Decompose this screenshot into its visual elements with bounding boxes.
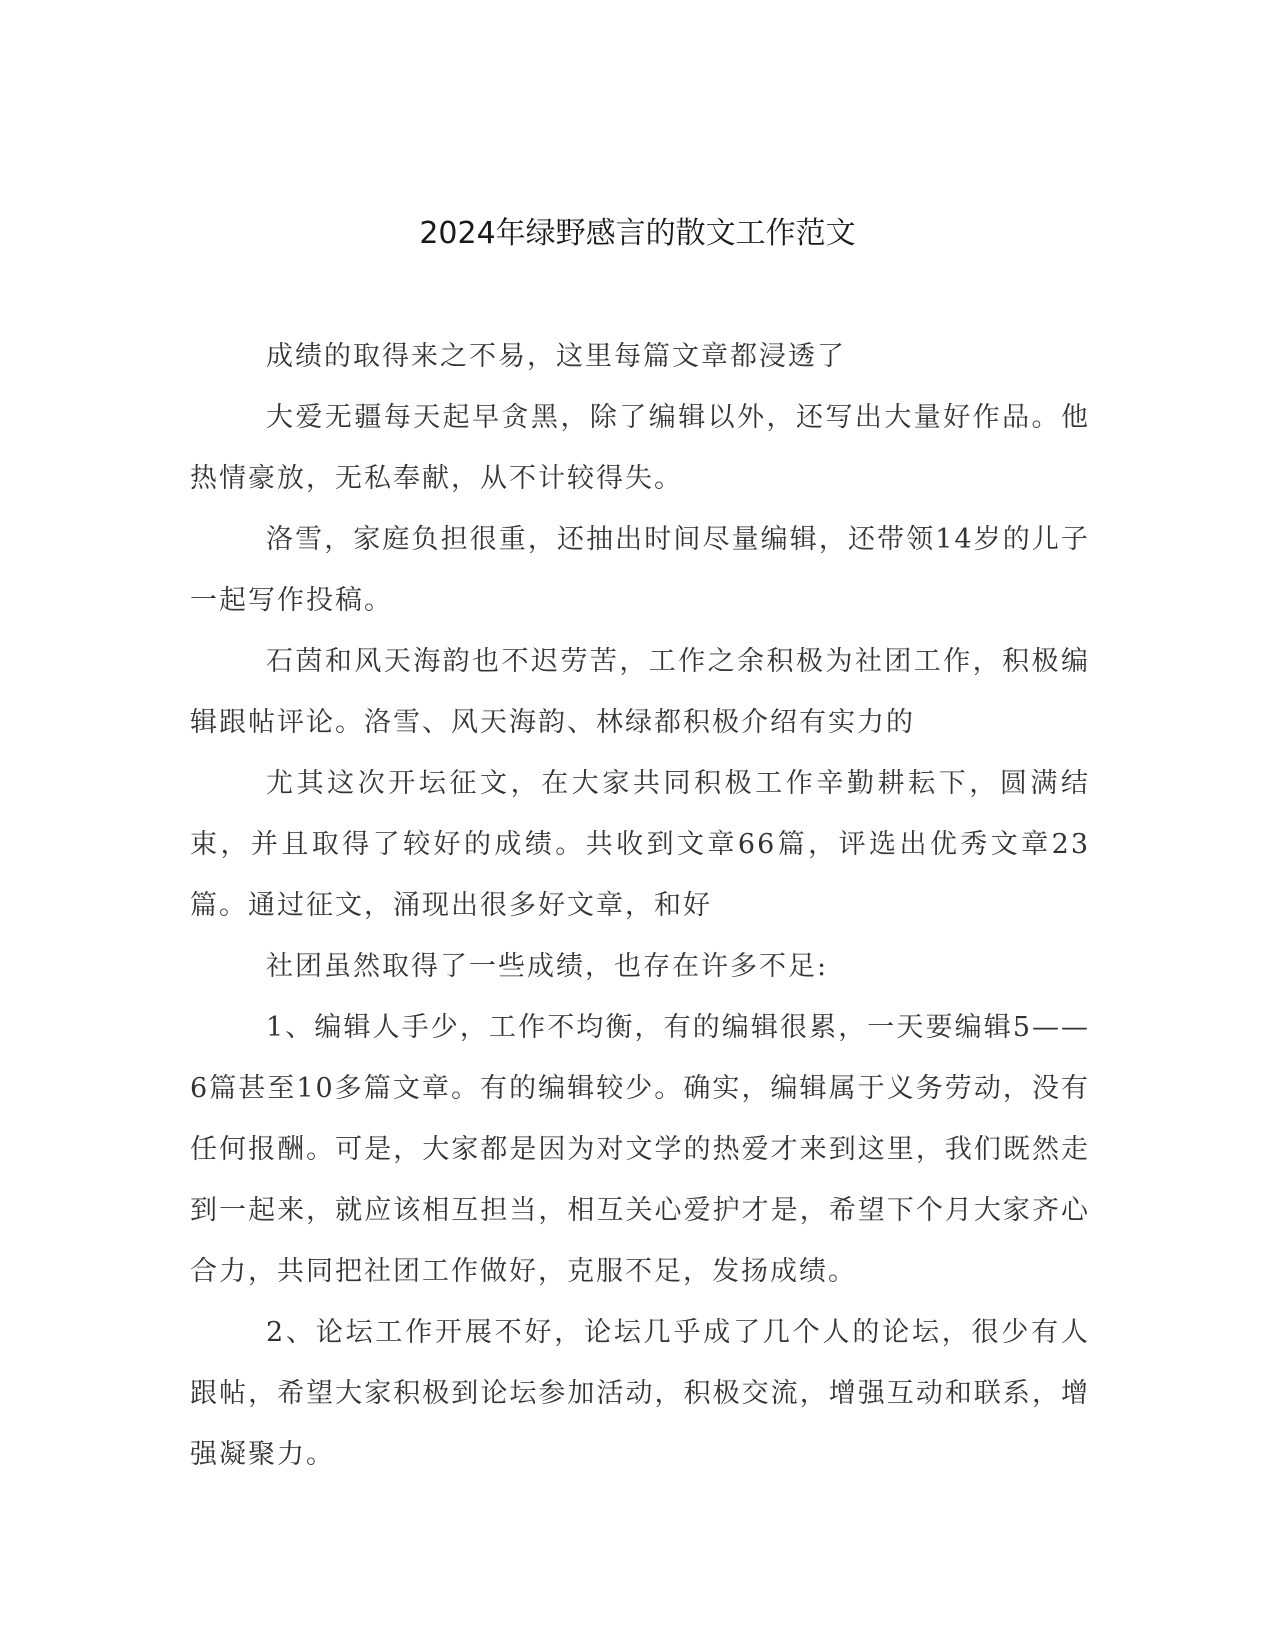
paragraph: 1、编辑人手少，工作不均衡，有的编辑很累，一天要编辑5——6篇甚至10多篇文章。有的编辑较少。确实，编辑属于义务劳动，没有任何报酬。可是，大家都是因为对文学的热爱才来到这里，我们既然走到一起来，就应该相互担当，相互关心爱护才是，希望下个月大家齐心合力，共同把社团工作做好，克服不足，发扬成绩。 [190, 1012, 1090, 1287]
document-title: 2024年绿野感言的散文工作范文 [419, 216, 856, 251]
paragraph: 尤其这次开坛征文，在大家共同积极工作辛勤耕耘下，圆满结束，并且取得了较好的成绩。共收到文章66篇，评选出优秀文章23篇。通过征文，涌现出很多好文章，和好 [190, 768, 1090, 921]
paragraph: 社团虽然取得了一些成绩，也存在许多不足: [266, 951, 829, 982]
document-body [190, 326, 1090, 1485]
paragraph: 洛雪，家庭负担很重，还抽出时间尽量编辑，还带领14岁的儿子一起写作投稿。 [190, 524, 1090, 616]
paragraph: 成绩的取得来之不易，这里每篇文章都浸透了 [266, 341, 846, 372]
paragraph: 大爱无疆每天起早贪黑，除了编辑以外，还写出大量好作品。他热情豪放，无私奉献，从不计较得失。 [190, 402, 1090, 494]
paragraph: 2、论坛工作开展不好，论坛几乎成了几个人的论坛，很少有人跟帖，希望大家积极到论坛参加活动，积极交流，增强互动和联系，增强凝聚力。 [190, 1317, 1090, 1470]
paragraph: 石茵和风天海韵也不迟劳苦，工作之余积极为社团工作，积极编辑跟帖评论。洛雪、风天海韵、林绿都积极介绍有实力的 [190, 646, 1090, 738]
